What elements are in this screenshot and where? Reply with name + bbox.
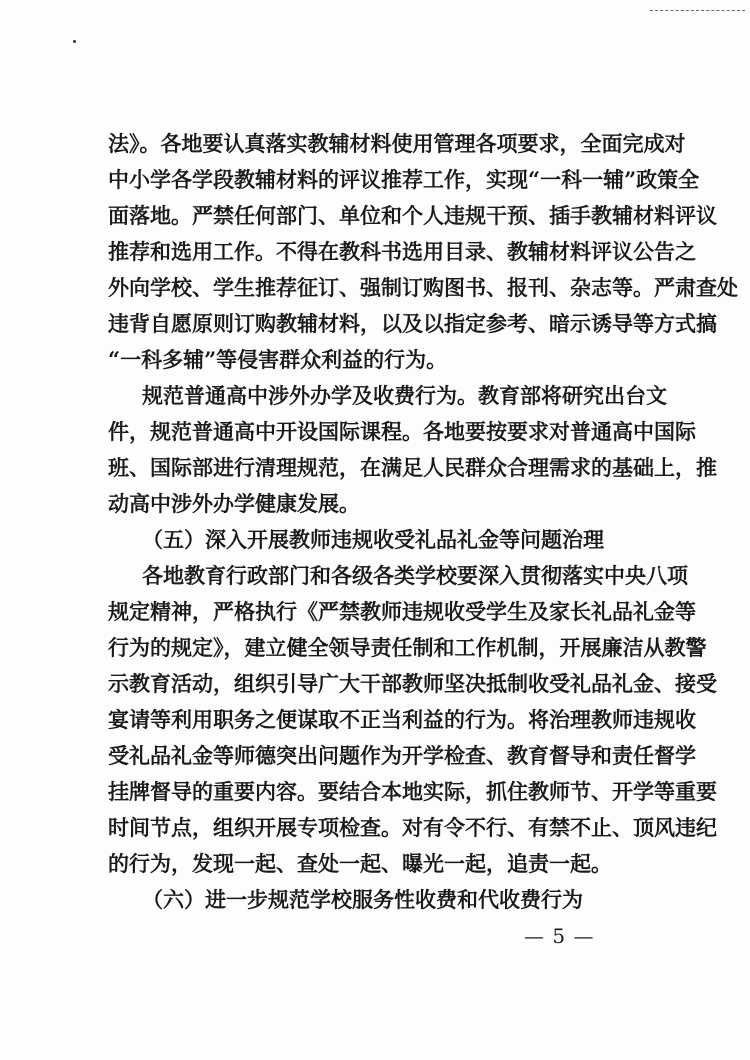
text-line: 挂牌督导的重要内容。要结合本地实际，抓住教师节、开学等重要 [108,779,717,804]
text-line: “一科多辅”等侵害群众利益的行为。 [108,347,448,372]
text-line: 动高中涉外办学健康发展。 [108,491,360,516]
text-line: 中小学各学段教辅材料的评议推荐工作，实现“一科一辅”政策全 [108,167,700,192]
text-line: 违背自愿原则订购教辅材料，以及以指定参考、暗示诱导等方式搞 [108,311,717,336]
text-line: 示教育活动，组织引导广大干部教师坚决抵制收受礼品礼金、接受 [108,671,717,696]
text-line: 宴请等利用职务之便谋取不正当利益的行为。将治理教师违规收 [108,707,696,732]
text-line: 推荐和选用工作。不得在教科书选用目录、教辅材料评议公告之 [108,239,696,264]
text-line: 时间节点，组织开展专项检查。对有令不行、有禁不止、顶风违纪 [108,815,717,840]
text-line: 的行为，发现一起、查处一起、曝光一起，追责一起。 [108,851,612,876]
text-line: 法》。各地要认真落实教辅材料使用管理各项要求，全面完成对 [108,131,686,156]
text-line: 外向学校、学生推荐征订、强制订购图书、报刊、杂志等。严肃查处 [108,275,738,300]
section-heading-5: （五）深入开展教师违规收受礼品礼金等问题治理 [142,527,604,552]
scan-speck [73,40,76,43]
text-line: 受礼品礼金等师德突出问题作为开学检查、教育督导和责任督学 [108,743,696,768]
scan-edge-mark [650,10,745,11]
text-line: 面落地。严禁任何部门、单位和个人违规干预、插手教辅材料评议 [108,203,717,228]
text-line: 行为的规定》，建立健全领导责任制和工作机制，开展廉洁从教警 [108,635,707,660]
text-line: 件，规范普通高中开设国际课程。各地要按要求对普通高中国际 [108,419,696,444]
text-line: 班、国际部进行清理规范，在满足人民群众合理需求的基础上，推 [108,455,717,480]
paragraph-lead-line: 规范普通高中涉外办学及收费行为。教育部将研究出台文 [142,383,667,408]
section-heading-6: （六）进一步规范学校服务性收费和代收费行为 [142,887,583,912]
paragraph-lead-line: 各地教育行政部门和各级各类学校要深入贯彻落实中央八项 [142,563,688,588]
page-number: — 5 — [524,924,595,948]
text-line: 规定精神，严格执行《严禁教师违规收受学生及家长礼品礼金等 [108,599,696,624]
